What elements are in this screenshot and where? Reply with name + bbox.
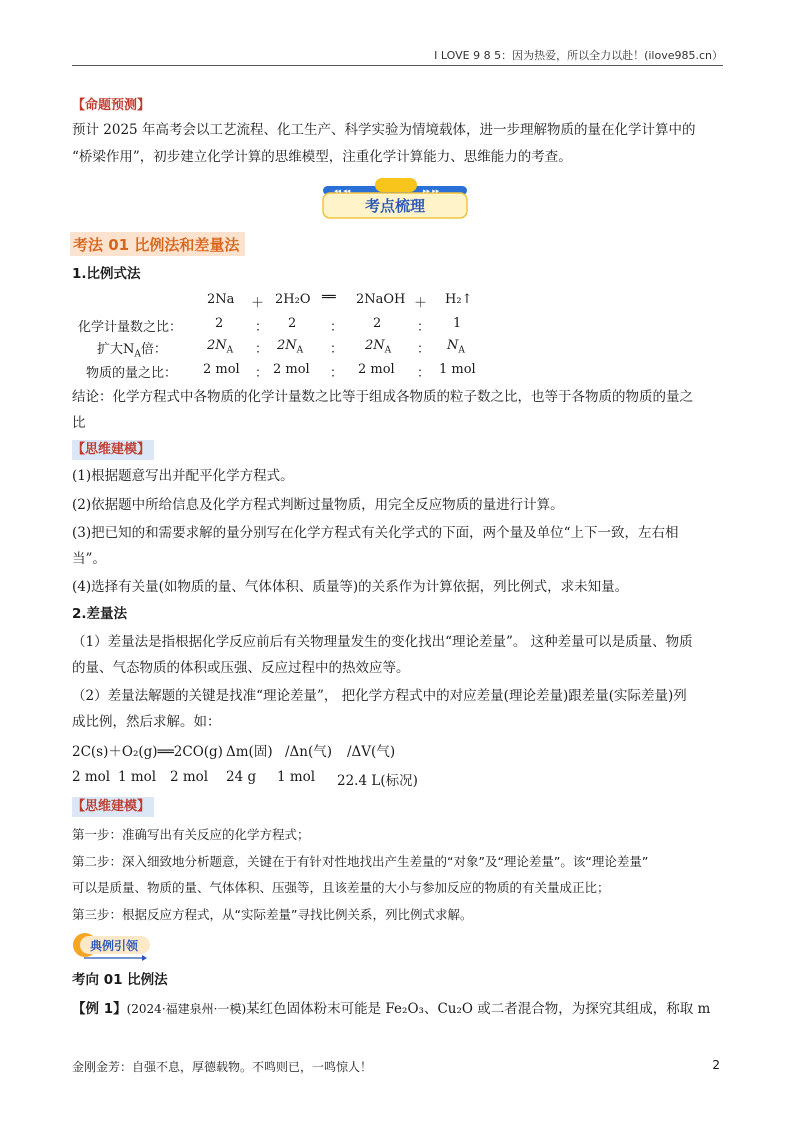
diff-val-d: 24 g bbox=[226, 769, 257, 785]
ratio-heading: 1.比例式法 bbox=[72, 266, 141, 282]
banner-label: 考点梳理 bbox=[364, 197, 425, 215]
model2-step-3: 第三步：根据反应方程式，从“实际差量”寻找比例关系，列比例式求解。 bbox=[72, 907, 473, 922]
model1-step-2: (2)依据题中所给信息及化学方程式判断过量物质，用完全反应物质的量进行计算。 bbox=[72, 497, 564, 513]
row2-v2: $2N_A$ bbox=[277, 338, 304, 356]
eq-h2o: 2H₂O bbox=[275, 292, 311, 307]
diff-heading: 2.差量法 bbox=[72, 606, 128, 622]
direction-heading: 考向 01 比例法 bbox=[72, 972, 168, 988]
diff-val-a: 2 mol bbox=[72, 769, 111, 785]
row3-colon-2: ： bbox=[330, 366, 344, 381]
example-badge bbox=[72, 932, 152, 962]
row3-v4: 1 mol bbox=[439, 362, 476, 377]
row2-v4: $N_A$ bbox=[447, 338, 465, 356]
forecast-line-1: 预计 2025 年高考会以工艺流程、化工生产、科学实验为情境载体，进一步理解物质的量在化学计算中的 bbox=[72, 122, 696, 138]
row1-colon-1: ： bbox=[255, 320, 269, 335]
model1-tag: 【思维建模】 bbox=[72, 442, 151, 457]
diff-val-f: 22.4 L(标况) bbox=[337, 773, 418, 789]
row1-label: 化学计量数之比： bbox=[78, 320, 183, 335]
eq-na: 2Na bbox=[207, 292, 235, 307]
svg-text:▸▸ ▸▸: ▸▸ ▸▸ bbox=[423, 187, 440, 195]
section-banner bbox=[320, 178, 470, 220]
eq-h2: H₂↑ bbox=[445, 292, 473, 307]
forecast-line-2: “桥梁作用”，初步建立化学计算的思维模型，注重化学计算能力、思维能力的考查。 bbox=[72, 149, 572, 165]
conclusion-line-2: 比 bbox=[72, 415, 86, 431]
section-title-bar bbox=[70, 232, 245, 256]
diff-dn: /Δn(气) bbox=[285, 744, 333, 760]
row1-colon-3: ： bbox=[417, 320, 431, 335]
model1-step-4: (4)选择有关量(如物质的量、气体体积、质量等)的关系作为计算依据，列比例式，求未知量。 bbox=[72, 579, 629, 595]
eq-equals: ══ bbox=[322, 290, 334, 305]
row2-v3: $2N_A$ bbox=[365, 338, 392, 356]
page-header: I LOVE 9 8 5：因为热爱，所以全力以赴！(ilove985.cn） bbox=[434, 49, 723, 62]
model2-step-1: 第一步：准确写出有关反应的化学方程式； bbox=[72, 827, 310, 842]
header-divider bbox=[72, 65, 723, 66]
row3-colon-1: ： bbox=[255, 366, 269, 381]
diff-dv: /ΔV(气) bbox=[347, 744, 396, 760]
row2-v1: $2N_A$ bbox=[207, 338, 234, 356]
footer-motto: 金刚金芳：自强不息，厚德载物。不鸣则已，一鸣惊人！ bbox=[72, 1060, 373, 1074]
diff-val-e: 1 mol bbox=[277, 769, 316, 785]
row2-colon-1: ： bbox=[255, 342, 269, 357]
eq-naoh: 2NaOH bbox=[356, 292, 406, 307]
diff-p1a: （1）差量法是指根据化学反应前后有关物理量发生的变化找出“理论差量”。 这种差量可以是质量、物质 bbox=[72, 634, 693, 650]
diff-p2a: （2）差量法解题的关键是找准“理论差量”， 把化学方程式中的对应差量(理论差量)跟差量(实际差量)列 bbox=[72, 688, 687, 704]
row2-colon-3: ： bbox=[417, 342, 431, 357]
row1-v2: 2 bbox=[288, 316, 297, 331]
model2-step-2b: 可以是质量、物质的量、气体体积、压强等，且该差量的大小与参加反应的物质的有关量成正比； bbox=[72, 880, 610, 895]
row1-v3: 2 bbox=[373, 316, 382, 331]
row3-label: 物质的量之比： bbox=[86, 366, 178, 381]
conclusion-line-1: 结论：化学方程式中各物质的化学计量数之比等于组成各物质的粒子数之比，也等于各物质的物质的量之 bbox=[72, 389, 693, 405]
model1-step-3b: 当”。 bbox=[72, 551, 106, 567]
row2-colon-2: ： bbox=[330, 342, 344, 357]
row3-v1: 2 mol bbox=[203, 362, 240, 377]
row1-v1: 2 bbox=[215, 316, 224, 331]
row1-colon-2: ： bbox=[330, 320, 344, 335]
diff-reaction: 2C(s)＋O₂(g)══2CO(g) bbox=[72, 744, 223, 760]
diff-val-c: 2 mol bbox=[170, 769, 209, 785]
model2-step-2a: 第二步：深入细致地分析题意，关键在于有针对性地找出产生差量的“对象”及“理论差量”。该“理论差量” bbox=[72, 854, 649, 869]
section-title: 考法 01 比例法和差量法 bbox=[73, 236, 240, 254]
diff-p2b: 成比例，然后求解。如： bbox=[72, 714, 221, 730]
model1-step-3a: (3)把已知的和需要求解的量分别写在化学方程式有关化学式的下面，两个量及单位“上下一致，左右相 bbox=[72, 525, 679, 541]
model2-tag: 【思维建模】 bbox=[72, 799, 151, 814]
forecast-tag: 【命题预测】 bbox=[72, 98, 151, 113]
eq-plus-1: ＋ bbox=[251, 296, 265, 311]
badge-label: 典例引领 bbox=[90, 939, 139, 953]
diff-val-b: 1 mol bbox=[118, 769, 157, 785]
diff-dm: Δm(固) bbox=[226, 744, 273, 760]
diff-p1b: 的量、气态物质的体积或压强、反应过程中的热效应等。 bbox=[72, 660, 410, 676]
row3-v3: 2 mol bbox=[358, 362, 395, 377]
eq-plus-2: ＋ bbox=[414, 296, 428, 311]
row3-v2: 2 mol bbox=[273, 362, 310, 377]
example-line: 【例 1】(2024·福建泉州·一模)某红色固体粉末可能是 Fe₂O₃、Cu₂O 或二者混合物，为探究其组成，称取 m bbox=[72, 1001, 711, 1017]
row1-v4: 1 bbox=[453, 316, 462, 331]
row2-label: 扩大$N_A$倍： bbox=[97, 342, 167, 360]
page-number: 2 bbox=[712, 1058, 720, 1072]
svg-text:◂◂ ◂◂: ◂◂ ◂◂ bbox=[334, 187, 351, 195]
model1-step-1: (1)根据题意写出并配平化学方程式。 bbox=[72, 468, 294, 484]
row3-colon-3: ： bbox=[417, 366, 431, 381]
